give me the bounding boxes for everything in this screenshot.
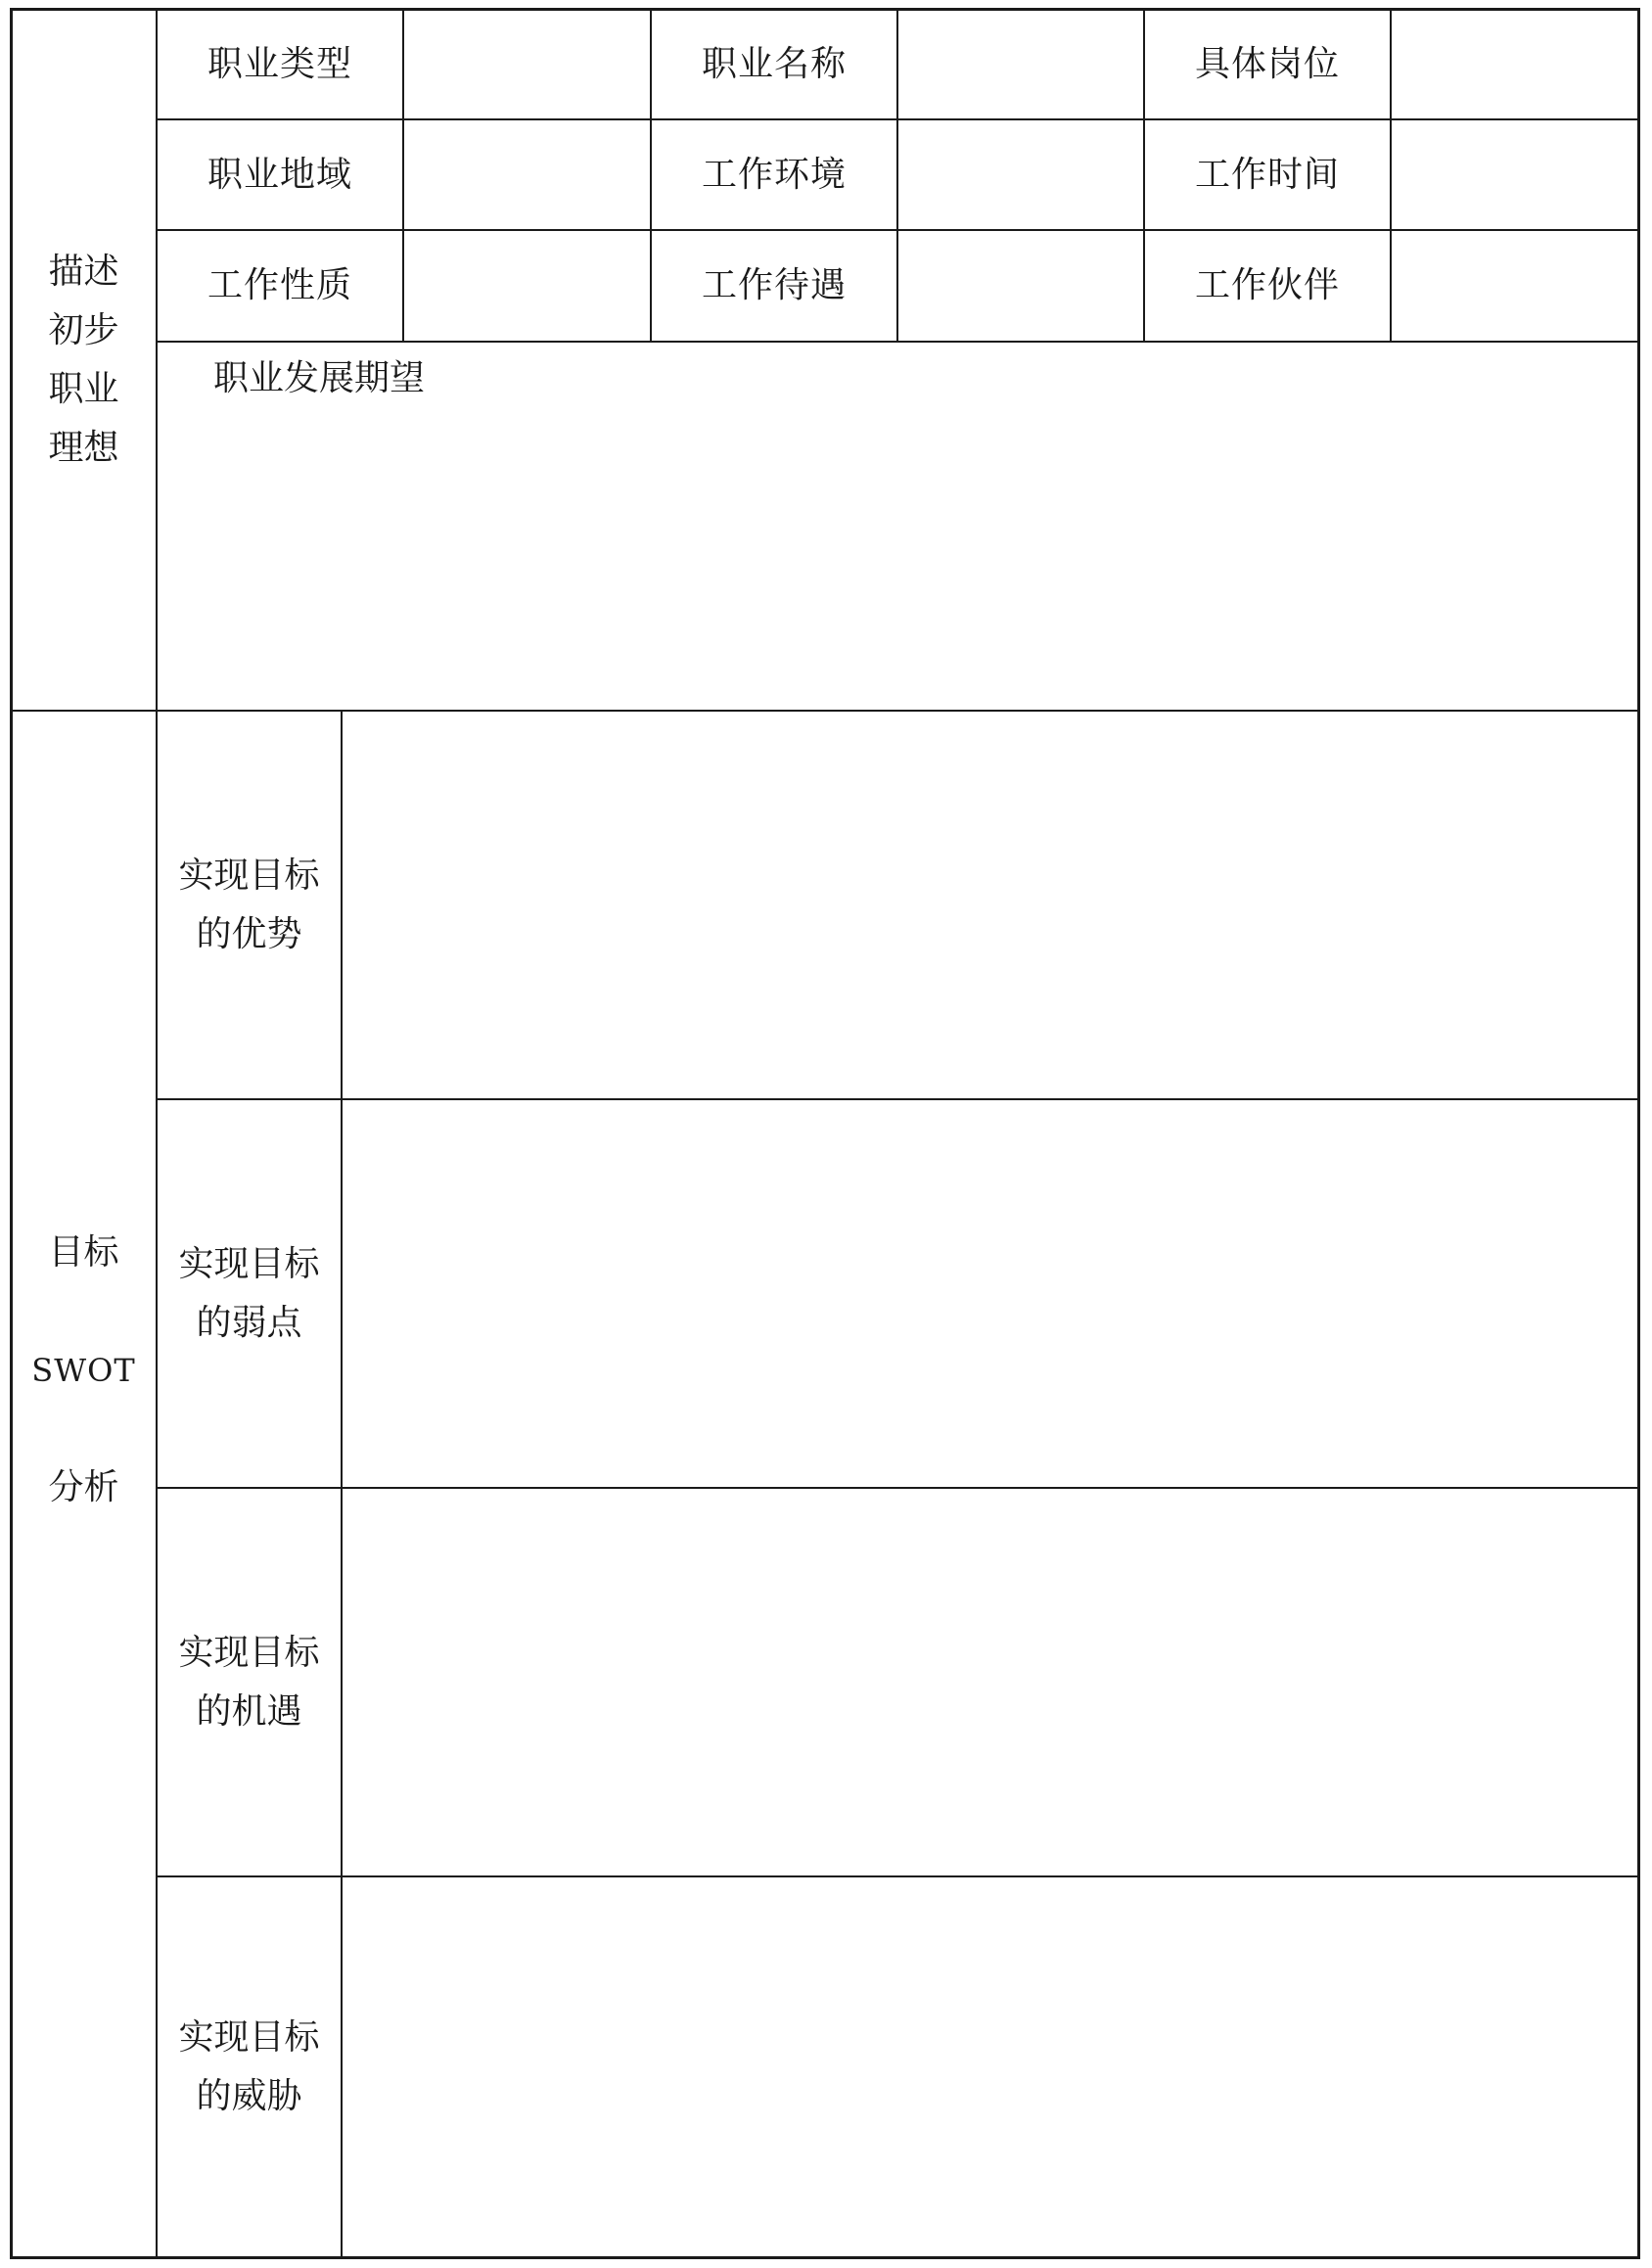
work-partners-field[interactable] [1392, 231, 1637, 341]
swot-label-line: 实现目标 [178, 2016, 320, 2058]
section-ideal-label-line: 描述 [48, 251, 119, 292]
swot-label-line: 的威胁 [196, 2075, 302, 2116]
career-type-field[interactable] [404, 10, 650, 118]
expectation-field[interactable] [158, 411, 1637, 710]
swot-weaknesses-label [158, 1100, 341, 1487]
expectation-label: 职业发展期望 [213, 358, 426, 398]
swot-opportunities-field[interactable] [343, 1489, 1637, 1875]
work-benefits-field[interactable] [898, 231, 1143, 341]
work-time-label: 工作时间 [1194, 154, 1340, 195]
career-region-label: 职业地域 [206, 154, 352, 195]
swot-threats-label [158, 1877, 341, 2256]
border-bottom [10, 2256, 1640, 2259]
swot-label-line: 的弱点 [196, 1302, 302, 1343]
swot-strengths-field[interactable] [343, 712, 1637, 1098]
swot-label-line: 的机遇 [196, 1690, 302, 1732]
swot-threats-field[interactable] [343, 1877, 1637, 2256]
specific-position-field[interactable] [1392, 10, 1637, 118]
section-swot-label-line: SWOT [31, 1352, 136, 1389]
section-ideal-label-line: 理想 [48, 427, 119, 468]
swot-label-line: 实现目标 [178, 855, 320, 896]
work-benefits-label: 工作待遇 [701, 265, 847, 305]
section-ideal-label [12, 10, 156, 710]
work-time-field[interactable] [1392, 120, 1637, 229]
section-swot-label [12, 1232, 156, 1507]
career-region-field[interactable] [404, 120, 650, 229]
section-ideal-label-line: 职业 [48, 368, 119, 409]
swot-label-line: 实现目标 [178, 1632, 320, 1673]
section-swot-label-line: 分析 [48, 1467, 119, 1507]
section-swot-label-line: 目标 [48, 1232, 119, 1273]
specific-position-label: 具体岗位 [1194, 43, 1340, 84]
border-right [1637, 8, 1640, 2259]
work-nature-label: 工作性质 [206, 265, 352, 305]
swot-label-line: 实现目标 [178, 1243, 320, 1284]
swot-label-line: 的优势 [196, 913, 302, 954]
career-name-label: 职业名称 [701, 43, 847, 84]
swot-strengths-label [158, 712, 341, 1098]
work-nature-field[interactable] [404, 231, 650, 341]
section-ideal-label-line: 初步 [48, 309, 119, 350]
swot-opportunities-label [158, 1489, 341, 1875]
work-environment-label: 工作环境 [701, 154, 847, 195]
work-environment-field[interactable] [898, 120, 1143, 229]
career-type-label: 职业类型 [206, 43, 352, 84]
swot-weaknesses-field[interactable] [343, 1100, 1637, 1487]
career-name-field[interactable] [898, 10, 1143, 118]
work-partners-label: 工作伙伴 [1194, 265, 1340, 305]
